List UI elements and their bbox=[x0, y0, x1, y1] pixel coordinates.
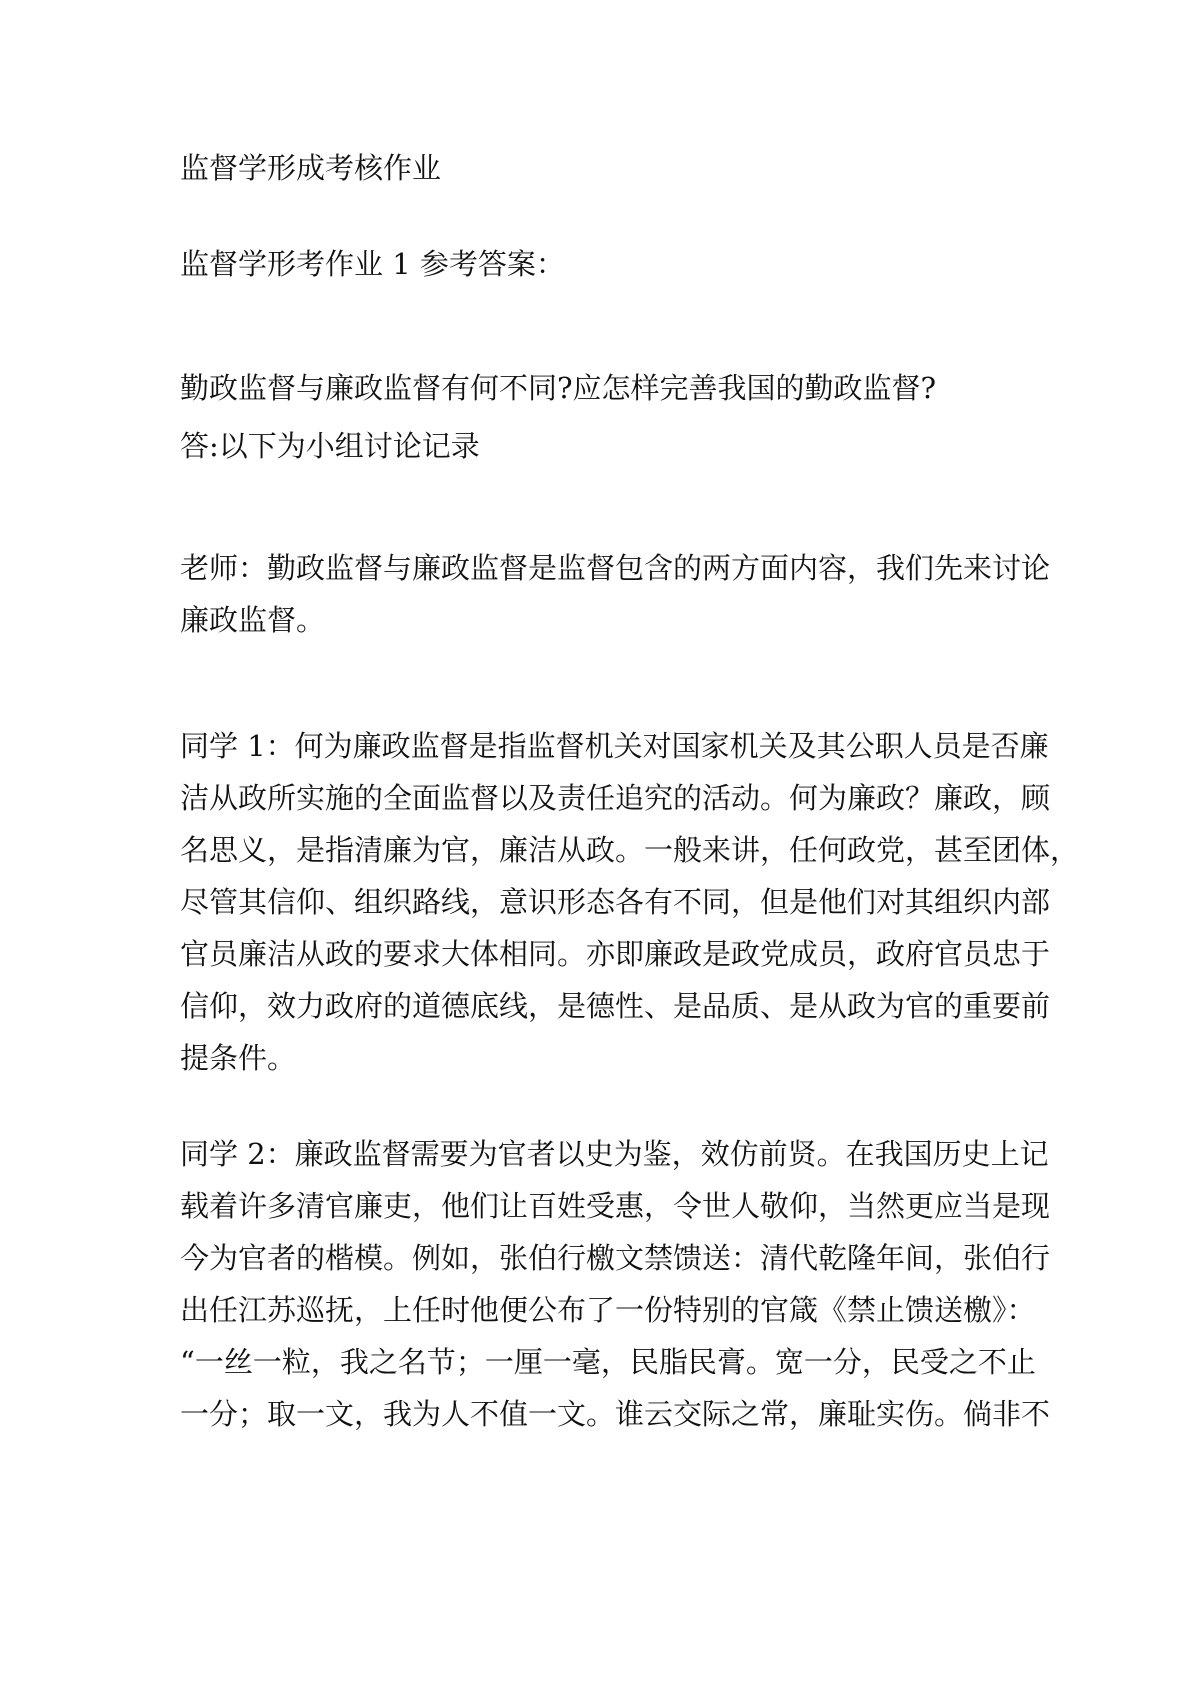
document-title bbox=[180, 142, 1020, 194]
student1-line: 洁从政所实施的全面监督以及责任追究的活动。何为廉政？廉政，顾 bbox=[180, 781, 1051, 815]
student2-paragraph bbox=[180, 1128, 1051, 1440]
teacher-line: 老师：勤政监督与廉政监督是监督包含的两方面内容，我们先来讨论 bbox=[180, 551, 1051, 585]
student1-line: 官员廉洁从政的要求大体相同。亦即廉政是政党成员，政府官员忠于 bbox=[180, 937, 1051, 971]
student1-line: 同学 1：何为廉政监督是指监督机关对国家机关及其公职人员是否廉 bbox=[180, 729, 1049, 763]
student2-line: 今为官者的楷模。例如，张伯行檄文禁馈送：清代乾隆年间，张伯行 bbox=[180, 1241, 1051, 1275]
student2-line: 同学 2：廉政监督需要为官者以史为鉴，效仿前贤。在我国历史上记 bbox=[180, 1137, 1049, 1171]
subtitle-line: 监督学形考作业 1 参考答案： bbox=[180, 247, 565, 281]
student1-paragraph bbox=[180, 720, 1080, 1084]
teacher-line: 廉政监督。 bbox=[180, 603, 326, 637]
student2-line: 一分；取一文，我为人不值一文。谁云交际之常，廉耻实伤。倘非不 bbox=[180, 1397, 1051, 1431]
question-line: 勤政监督与廉政监督有何不同?应怎样完善我国的勤政监督? bbox=[180, 371, 937, 405]
student1-line: 信仰，效力政府的道德底线，是德性、是品质、是从政为官的重要前 bbox=[180, 989, 1051, 1023]
teacher-paragraph bbox=[180, 542, 1051, 646]
answer-line: 答:以下为小组讨论记录 bbox=[180, 429, 480, 463]
student1-line: 提条件。 bbox=[180, 1041, 297, 1075]
answer-intro bbox=[180, 420, 1020, 472]
assignment-subtitle bbox=[180, 238, 1020, 290]
student1-line: 尽管其信仰、组织路线，意识形态各有不同，但是他们对其组织内部 bbox=[180, 885, 1051, 919]
student2-line: 出任江苏巡抚，上任时他便公布了一份特别的官箴《禁止馈送檄》： bbox=[180, 1293, 1036, 1327]
title-line: 监督学形成考核作业 bbox=[180, 151, 442, 185]
student1-line: 名思义，是指清廉为官，廉洁从政。一般来讲，任何政党，甚至团体， bbox=[180, 833, 1080, 867]
student2-line: 载着许多清官廉吏，他们让百姓受惠，令世人敬仰，当然更应当是现 bbox=[180, 1189, 1051, 1223]
question-text bbox=[180, 362, 1020, 414]
student2-line: “一丝一粒，我之名节；一厘一毫，民脂民膏。宽一分，民受之不止 bbox=[180, 1345, 1036, 1379]
